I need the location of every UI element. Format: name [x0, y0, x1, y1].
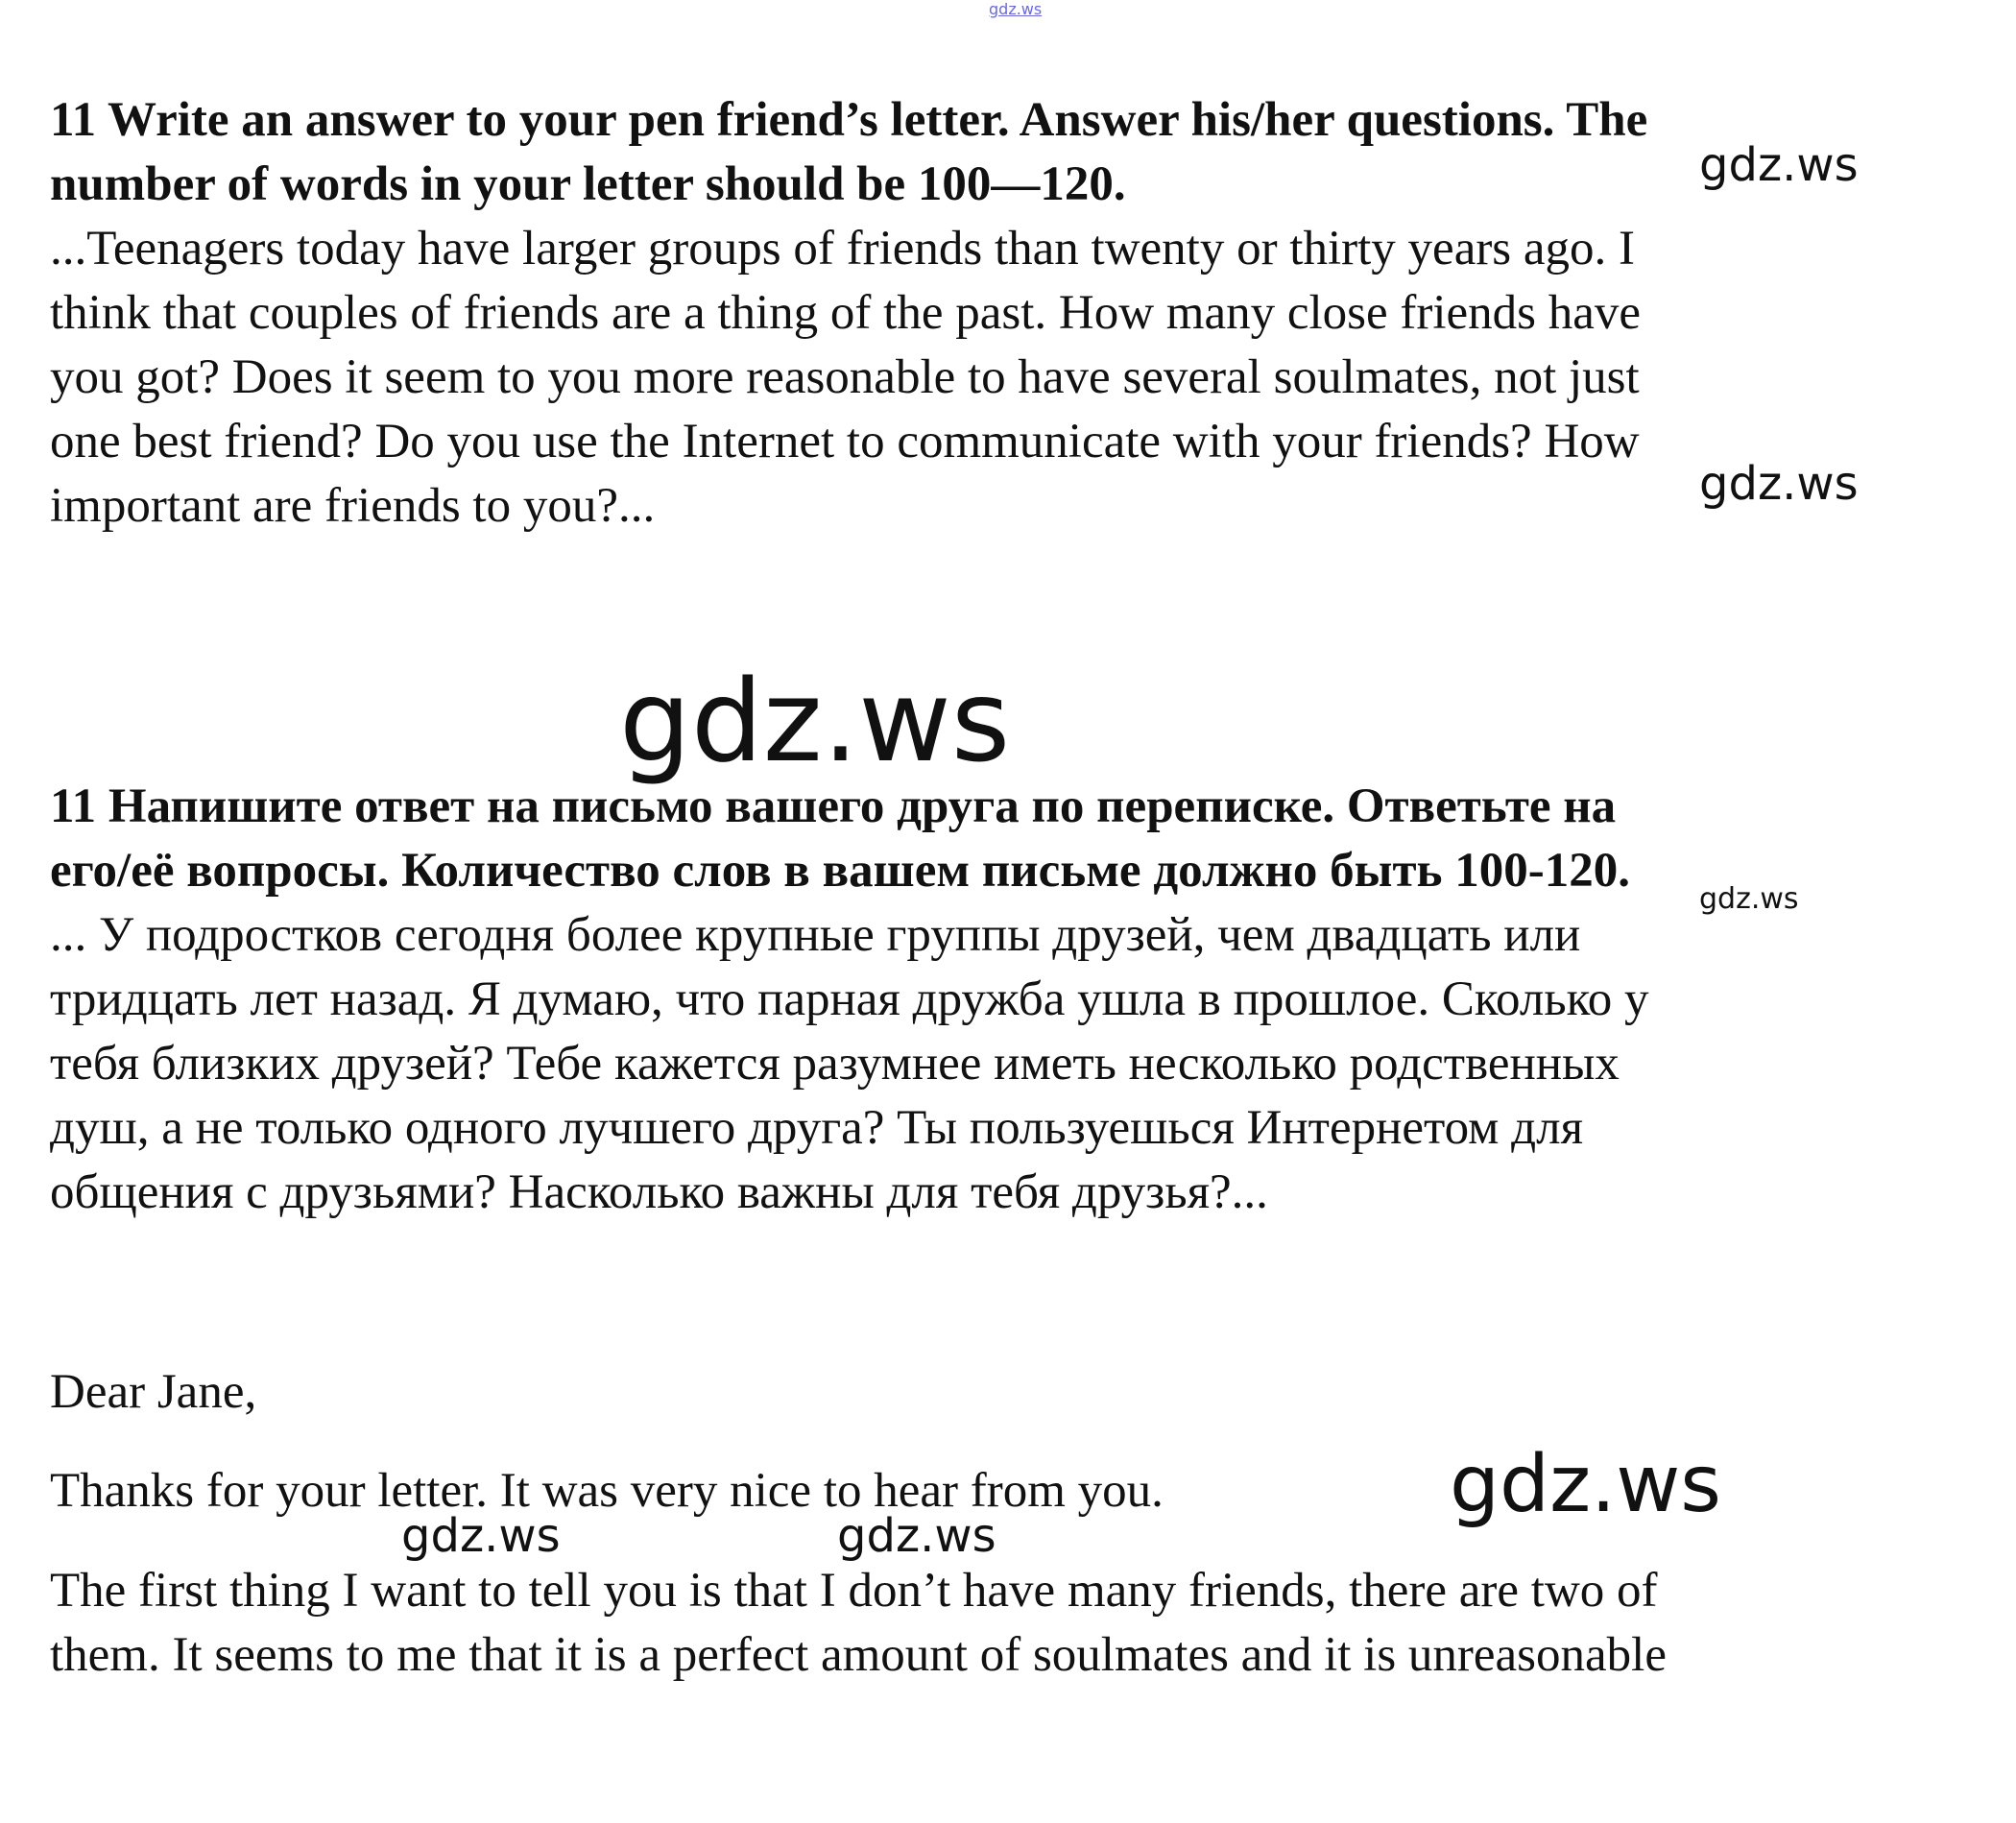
task-en-letter-line-4: one best friend? Do you use the Internet to communicate with your friends? How: [50, 415, 1640, 468]
task-en-letter-line-1: ...Teenagers today have larger groups of friends than twenty or thirty years ago. I: [50, 222, 1636, 276]
watermark: gdz.ws: [1699, 457, 1859, 511]
task-ru-letter-line-4: душ, а не только одного лучшего друга? Ты пользуешься Интернетом для: [50, 1101, 1584, 1155]
task-en-letter-line-3: you got? Does it seem to you more reasonable to have several soulmates, not just: [50, 350, 1640, 404]
watermark: gdz.ws: [837, 1509, 996, 1563]
answer-opening: Thanks for your letter. It was very nice to hear from you.: [50, 1464, 1164, 1518]
task-en-letter-line-5: important are friends to you?...: [50, 479, 656, 533]
task-ru-letter-line-1: ... У подростков сегодня более крупные группы друзей, чем двадцать или: [50, 908, 1581, 962]
task-en-title-line-1: 11 Write an answer to your pen friend’s letter. Answer his/her questions. The: [50, 93, 1648, 147]
task-en-letter-line-2: think that couples of friends are a thing of the past. How many close friends have: [50, 286, 1642, 340]
task-ru-letter-line-2: тридцать лет назад. Я думаю, что парная дружба ушла в прошлое. Сколько у: [50, 972, 1649, 1026]
answer-greeting: Dear Jane,: [50, 1365, 257, 1419]
task-ru-letter-line-5: общения с друзьями? Насколько важны для тебя друзья?...: [50, 1165, 1268, 1219]
answer-body-line-1: The first thing I want to tell you is that I don’t have many friends, there are two of: [50, 1564, 1658, 1618]
watermark: gdz.ws: [619, 655, 1011, 787]
task-ru-letter-line-3: тебя близких друзей? Тебе кажется разумнее иметь несколько родственных: [50, 1037, 1620, 1091]
task-ru-title-line-2: его/её вопросы. Количество слов в вашем письме должно быть 100-120.: [50, 844, 1630, 898]
top-watermark-link[interactable]: gdz.ws: [989, 0, 1043, 18]
watermark: gdz.ws: [1699, 882, 1799, 916]
watermark: gdz.ws: [1699, 138, 1859, 192]
watermark: gdz.ws: [1450, 1439, 1721, 1530]
task-en-title-line-2: number of words in your letter should be 100—120.: [50, 157, 1126, 211]
task-ru-title-line-1: 11 Напишите ответ на письмо вашего друга по переписке. Ответьте на: [50, 780, 1617, 833]
watermark: gdz.ws: [401, 1509, 561, 1563]
answer-body-line-2: them. It seems to me that it is a perfect amount of soulmates and it is unreasonable: [50, 1628, 1667, 1682]
